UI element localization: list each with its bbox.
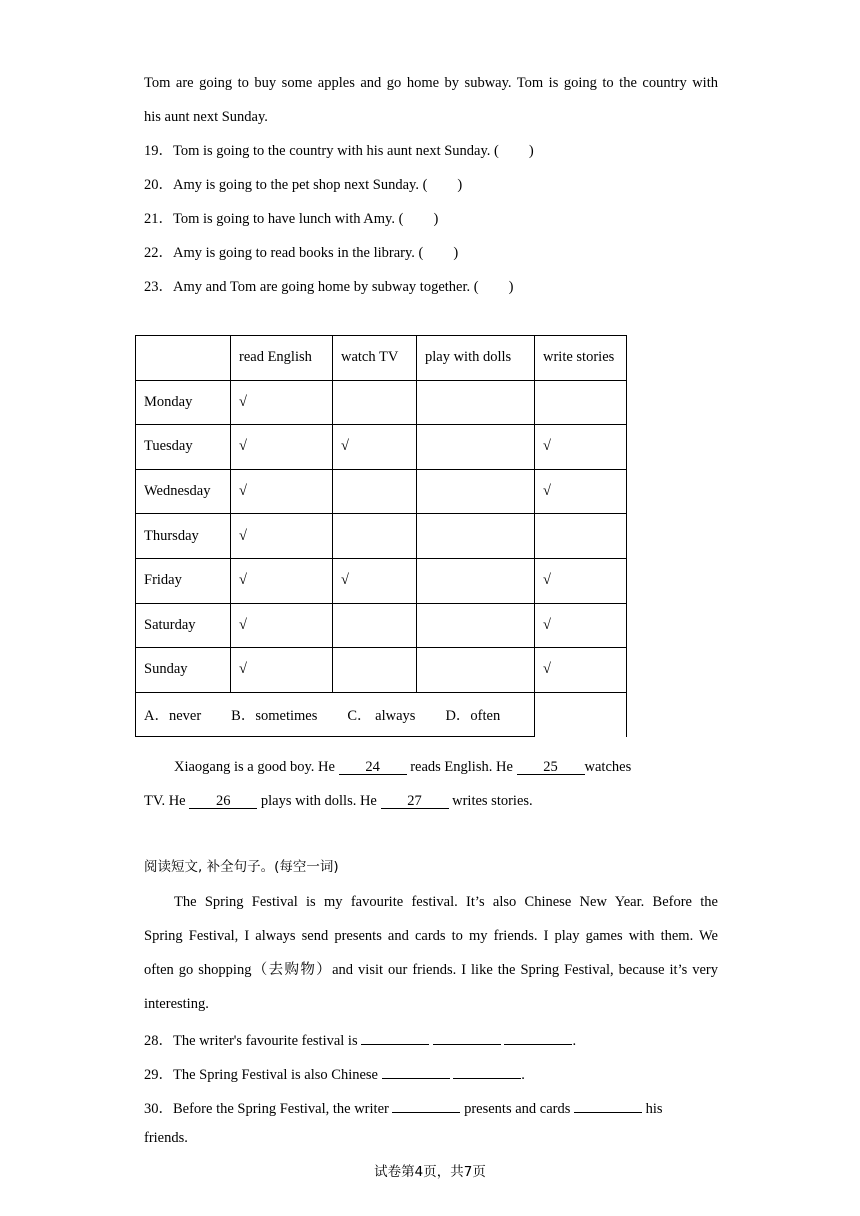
reading-para-line-2: Spring Festival, I always send presents and cards to my friends. I play games with them. We [144, 928, 718, 944]
question-28 [144, 1027, 576, 1051]
fill-passage-line-1 [174, 757, 631, 777]
question-19 [144, 141, 534, 161]
day-cell: Sunday [136, 648, 231, 693]
check-cell: √ [231, 425, 333, 470]
check-cell [333, 648, 417, 693]
check-cell [417, 425, 535, 470]
check-cell [535, 380, 627, 425]
question-23 [144, 277, 513, 297]
question-text: The writer's favourite festival is [173, 1033, 358, 1049]
reading-para-line-1: The Spring Festival is my favourite festival. It’s also Chinese New Year. Before the [174, 894, 718, 910]
table-header-cell: read English [231, 336, 333, 381]
check-cell: √ [231, 469, 333, 514]
question-text: Before the Spring Festival, the writer [173, 1101, 389, 1117]
options-cell [136, 692, 535, 737]
question-22 [144, 243, 458, 263]
check-cell: √ [231, 558, 333, 603]
check-cell [333, 514, 417, 559]
check-cell [333, 380, 417, 425]
question-21 [144, 209, 438, 229]
blank-24[interactable]: 24 [339, 757, 407, 775]
options-row [136, 692, 627, 737]
section-instruction: 阅读短文, 补全句子。(每空一词) [144, 859, 339, 875]
table-row [136, 425, 627, 470]
period: . [521, 1067, 525, 1083]
day-cell: Friday [136, 558, 231, 603]
question-text: Amy is going to read books in the library. ( [173, 245, 424, 261]
blank-26[interactable]: 26 [189, 791, 257, 809]
activity-table [135, 335, 627, 737]
period: . [572, 1033, 577, 1049]
question-text: Amy and Tom are going home by subway together. ( [173, 279, 479, 295]
paren-close: ) [433, 211, 439, 227]
question-number: 21． [144, 211, 173, 227]
day-cell: Monday [136, 380, 231, 425]
answer-blank[interactable] [504, 1027, 572, 1045]
check-cell [417, 514, 535, 559]
day-cell: Saturday [136, 603, 231, 648]
option-c: C． always [347, 708, 416, 725]
table-header-cell [136, 336, 231, 381]
check-cell: √ [333, 558, 417, 603]
check-cell: √ [333, 425, 417, 470]
option-d: D．often [445, 708, 501, 725]
check-cell [417, 558, 535, 603]
question-number: 30． [144, 1101, 173, 1117]
passage-line-2: his aunt next Sunday. [144, 109, 268, 125]
passage-line-1: Tom are going to buy some apples and go home by subway. Tom is going to the country with [144, 75, 718, 91]
fill-text: plays with dolls. He [260, 793, 377, 809]
paren-close: ) [453, 245, 459, 261]
blank-25[interactable]: 25 [517, 757, 585, 775]
reading-para-line-3: often go shopping（去购物）and visit our friends. I like the Spring Festival, because it’s very [144, 962, 718, 978]
day-cell: Tuesday [136, 425, 231, 470]
check-cell: √ [231, 648, 333, 693]
check-cell: √ [231, 603, 333, 648]
table-header-row [136, 336, 627, 381]
paren-close: ) [528, 143, 534, 159]
page-footer: 试卷第4页，共7页 [374, 1164, 486, 1180]
question-number: 28． [144, 1033, 173, 1049]
check-cell: √ [535, 648, 627, 693]
day-cell: Wednesday [136, 469, 231, 514]
answer-blank[interactable] [392, 1095, 460, 1113]
table-row [136, 469, 627, 514]
answer-blank[interactable] [574, 1095, 642, 1113]
check-cell: √ [535, 558, 627, 603]
question-number: 19． [144, 143, 173, 159]
check-cell [333, 469, 417, 514]
fill-text: watches [584, 759, 632, 775]
paren-close: ) [457, 177, 463, 193]
question-text: Amy is going to the pet shop next Sunday. ( [173, 177, 428, 193]
check-cell [417, 469, 535, 514]
question-text: Tom is going to have lunch with Amy. ( [173, 211, 404, 227]
question-text: Tom is going to the country with his aunt next Sunday. ( [173, 143, 499, 159]
fill-text: reads English. He [410, 759, 513, 775]
answer-blank[interactable] [382, 1061, 450, 1079]
table-row [136, 558, 627, 603]
check-cell: √ [535, 603, 627, 648]
fill-passage-line-2 [144, 791, 533, 811]
question-20 [144, 175, 462, 195]
option-a: A．never [144, 708, 202, 725]
table-row [136, 603, 627, 648]
question-29 [144, 1061, 525, 1085]
fill-text: Xiaogang is a good boy. He [174, 759, 335, 775]
question-30-line-2: friends. [144, 1130, 188, 1146]
question-text: presents and cards [464, 1101, 571, 1117]
check-cell [417, 603, 535, 648]
check-cell [417, 380, 535, 425]
check-cell: √ [535, 469, 627, 514]
question-text: his [645, 1101, 663, 1117]
question-number: 22． [144, 245, 173, 261]
answer-blank[interactable] [453, 1061, 521, 1079]
check-cell [417, 648, 535, 693]
answer-blank[interactable] [433, 1027, 501, 1045]
question-number: 29． [144, 1067, 173, 1083]
table-row [136, 648, 627, 693]
table-header-cell: play with dolls [417, 336, 535, 381]
answer-blank[interactable] [361, 1027, 429, 1045]
check-cell: √ [231, 380, 333, 425]
fill-text: writes stories. [452, 793, 533, 809]
check-cell: √ [231, 514, 333, 559]
question-30 [144, 1095, 663, 1119]
table-row [136, 514, 627, 559]
question-number: 23． [144, 279, 173, 295]
question-text: The Spring Festival is also Chinese [173, 1067, 378, 1083]
check-cell [333, 603, 417, 648]
check-cell [535, 514, 627, 559]
paren-close: ) [508, 279, 514, 295]
day-cell: Thursday [136, 514, 231, 559]
blank-27[interactable]: 27 [381, 791, 449, 809]
reading-para-line-4: interesting. [144, 996, 209, 1012]
fill-text: TV. He [144, 793, 186, 809]
table-header-cell: write stories [535, 336, 627, 381]
option-b: B．sometimes [231, 708, 318, 725]
table-row [136, 380, 627, 425]
check-cell: √ [535, 425, 627, 470]
empty-cell [535, 692, 627, 737]
table-header-cell: watch TV [333, 336, 417, 381]
question-number: 20． [144, 177, 173, 193]
